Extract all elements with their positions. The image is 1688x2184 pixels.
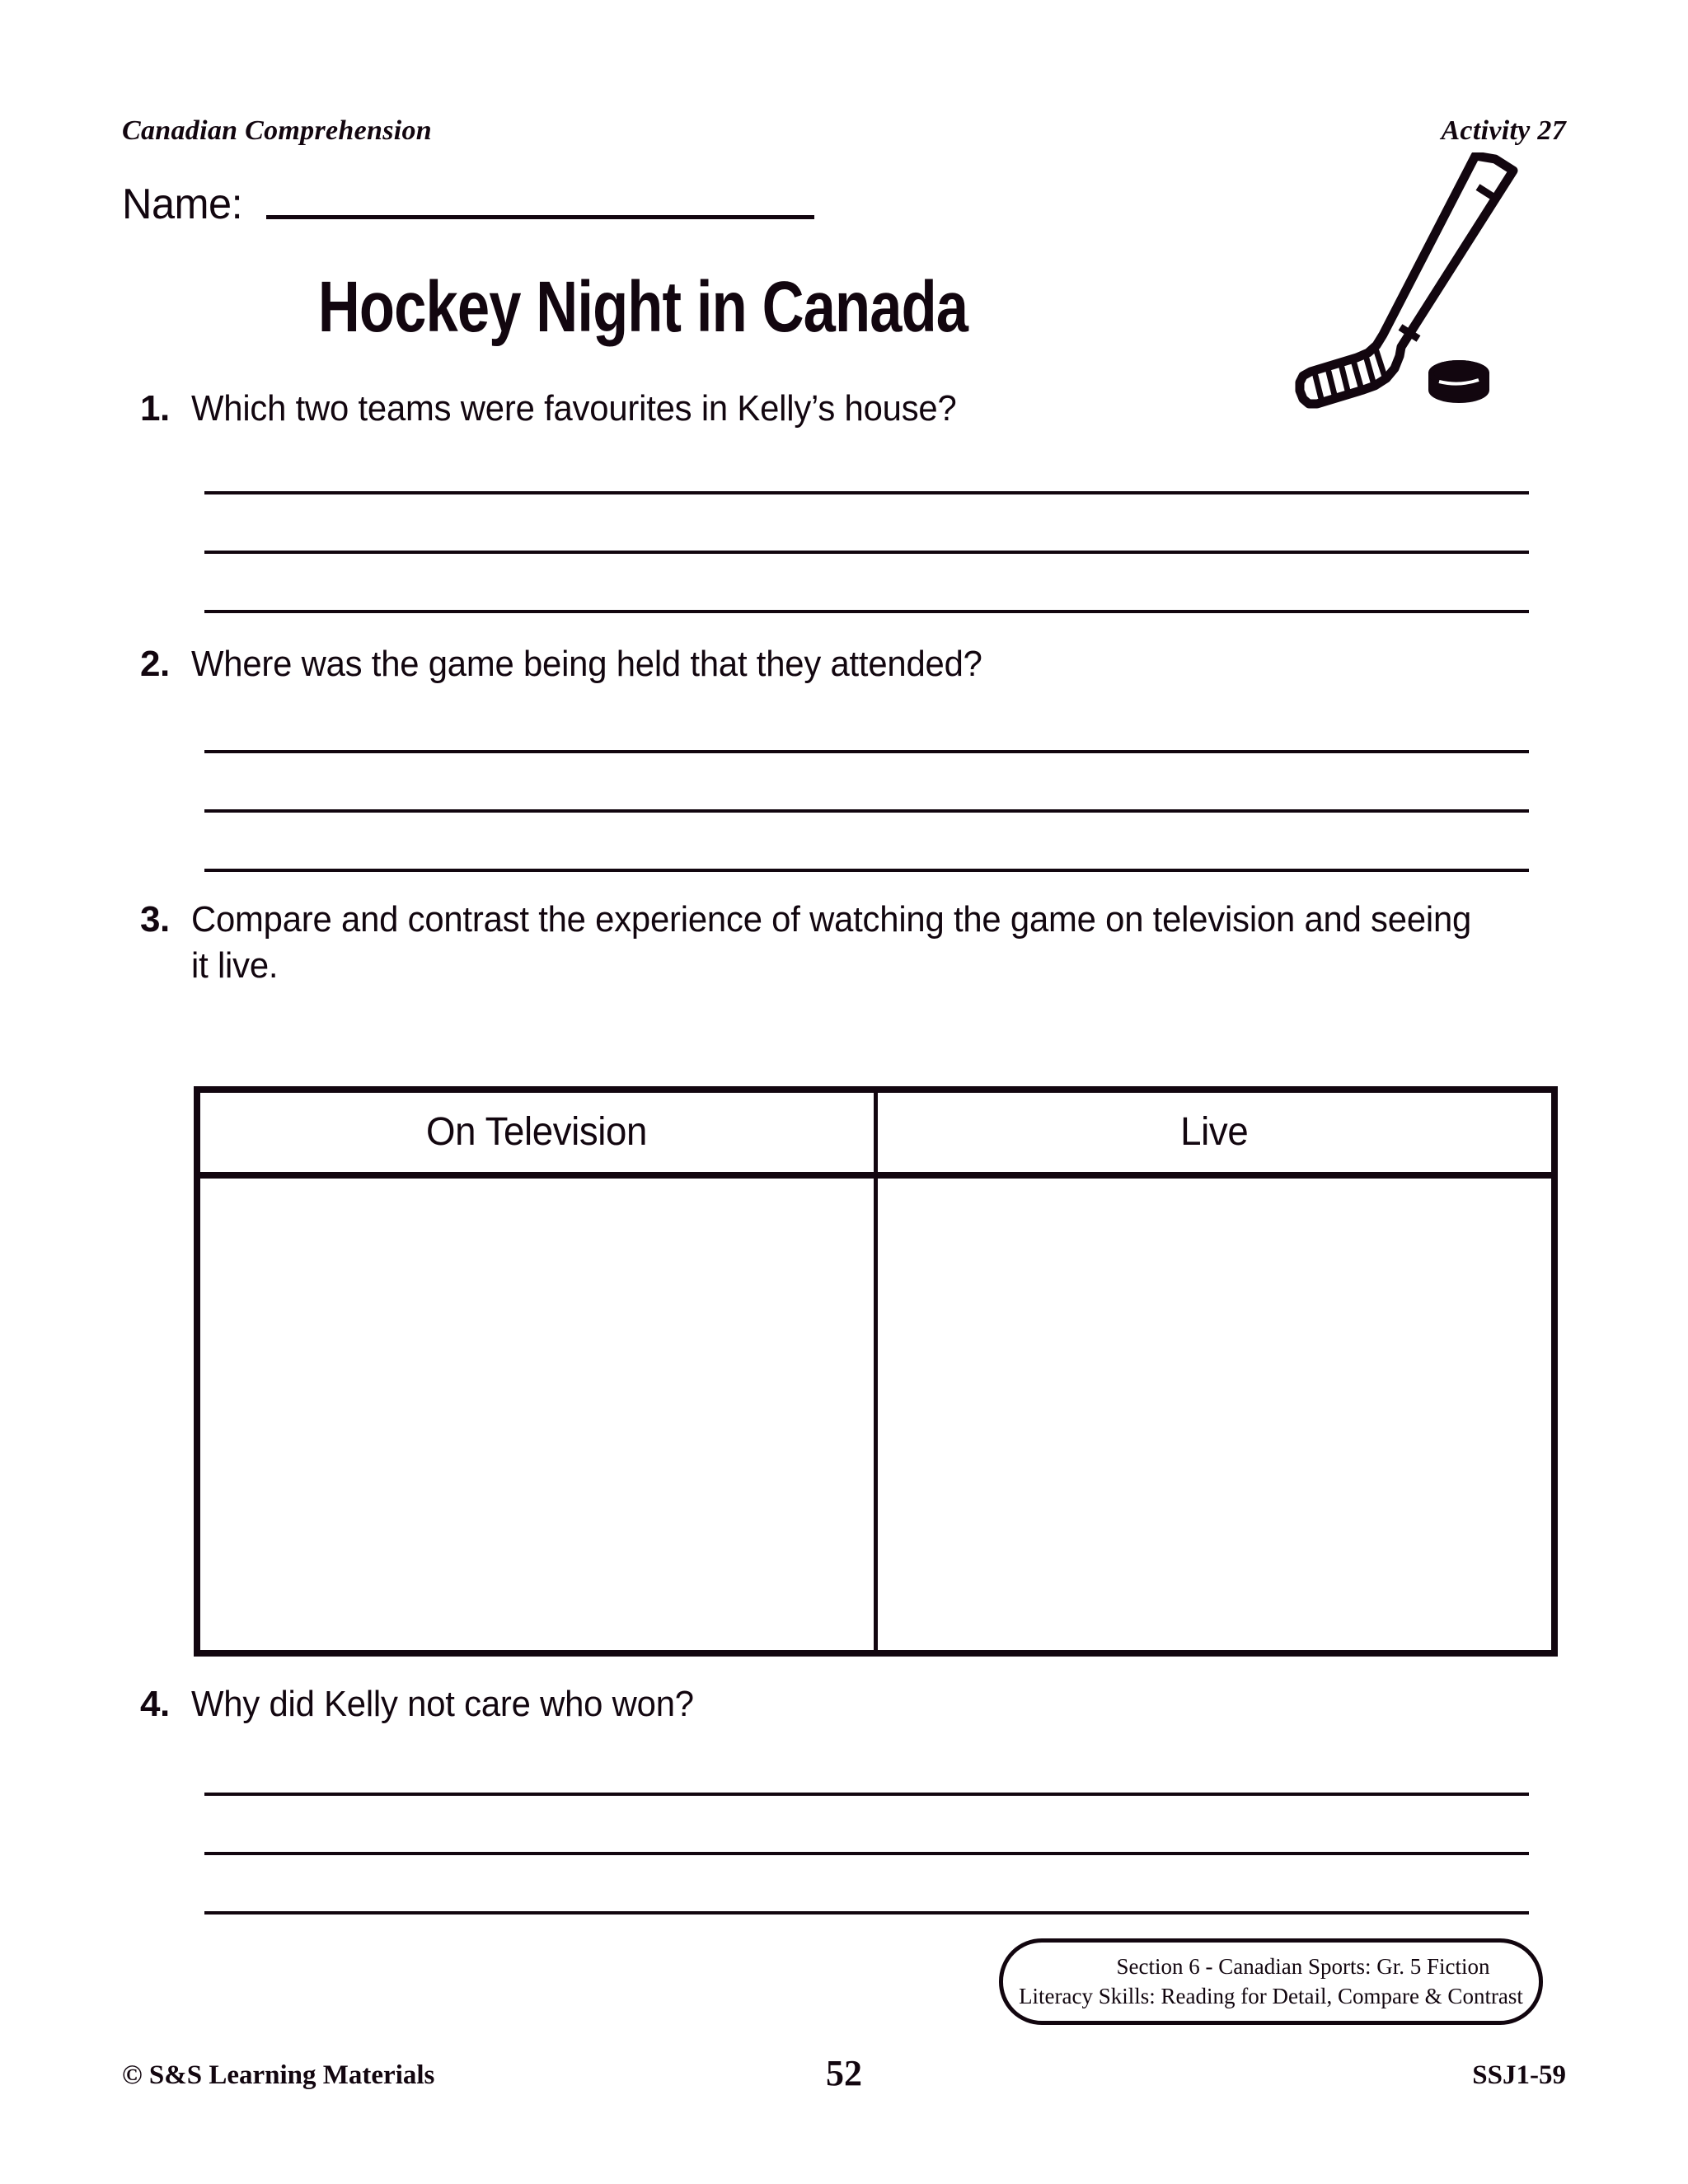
name-field[interactable]	[122, 180, 814, 228]
table-cell-on-television[interactable]	[200, 1179, 878, 1650]
question-3-text: Compare and contrast the experience of watching the game on television and seeing it live.	[191, 899, 1472, 987]
table-cell-live[interactable]	[878, 1179, 1551, 1650]
name-field-writing-line[interactable]	[266, 215, 814, 219]
question-4	[140, 1681, 1566, 1727]
page-title: Hockey Night in Canada	[317, 267, 968, 348]
question-2	[140, 641, 1566, 687]
question-1-answer-line-1[interactable]	[204, 491, 1529, 494]
skills-literacy-line: Literacy Skills: Reading for Detail, Compare & Contrast	[1019, 1983, 1523, 2008]
question-1-answer-line-2[interactable]	[204, 551, 1529, 554]
skills-callout-box	[999, 1938, 1543, 2025]
question-1-answer-line-3[interactable]	[204, 610, 1529, 613]
page-number: 52	[826, 2053, 862, 2093]
table-header-live-label: Live	[1180, 1110, 1249, 1154]
product-code: SSJ1-59	[1472, 2060, 1566, 2090]
table-header-live	[878, 1093, 1551, 1172]
question-1-text: Which two teams were favourites in Kelly’s house?	[191, 388, 957, 429]
question-4-answer-line-1[interactable]	[204, 1793, 1529, 1796]
skills-section-line: Section 6 - Canadian Sports: Gr. 5 Fiction	[1116, 1953, 1490, 1979]
series-title: Canadian Comprehension	[122, 115, 432, 146]
activity-label: Activity 27	[1441, 115, 1566, 146]
question-1-number: 1.	[140, 388, 170, 429]
question-4-answer-line-2[interactable]	[204, 1852, 1529, 1855]
question-1	[140, 386, 1566, 432]
question-4-answer-line-3[interactable]	[204, 1911, 1529, 1915]
question-2-answer-line-3[interactable]	[204, 869, 1529, 872]
table-header-on-television-label: On Television	[426, 1110, 648, 1154]
question-4-number: 4.	[140, 1684, 170, 1724]
table-body-row	[200, 1179, 1551, 1650]
table-header-on-television	[200, 1093, 878, 1172]
question-2-number: 2.	[140, 644, 170, 684]
question-3-number: 3.	[140, 899, 170, 940]
page-header	[122, 115, 1566, 147]
copyright-notice: © S&S Learning Materials	[122, 2060, 435, 2090]
question-2-answer-line-2[interactable]	[204, 809, 1529, 813]
name-field-label: Name:	[122, 180, 243, 228]
compare-contrast-table	[194, 1086, 1558, 1657]
question-4-text: Why did Kelly not care who won?	[191, 1684, 694, 1724]
question-2-answer-line-1[interactable]	[204, 750, 1529, 753]
question-3	[140, 897, 1566, 990]
question-2-text: Where was the game being held that they attended?	[191, 644, 982, 684]
table-header-row	[200, 1093, 1551, 1179]
